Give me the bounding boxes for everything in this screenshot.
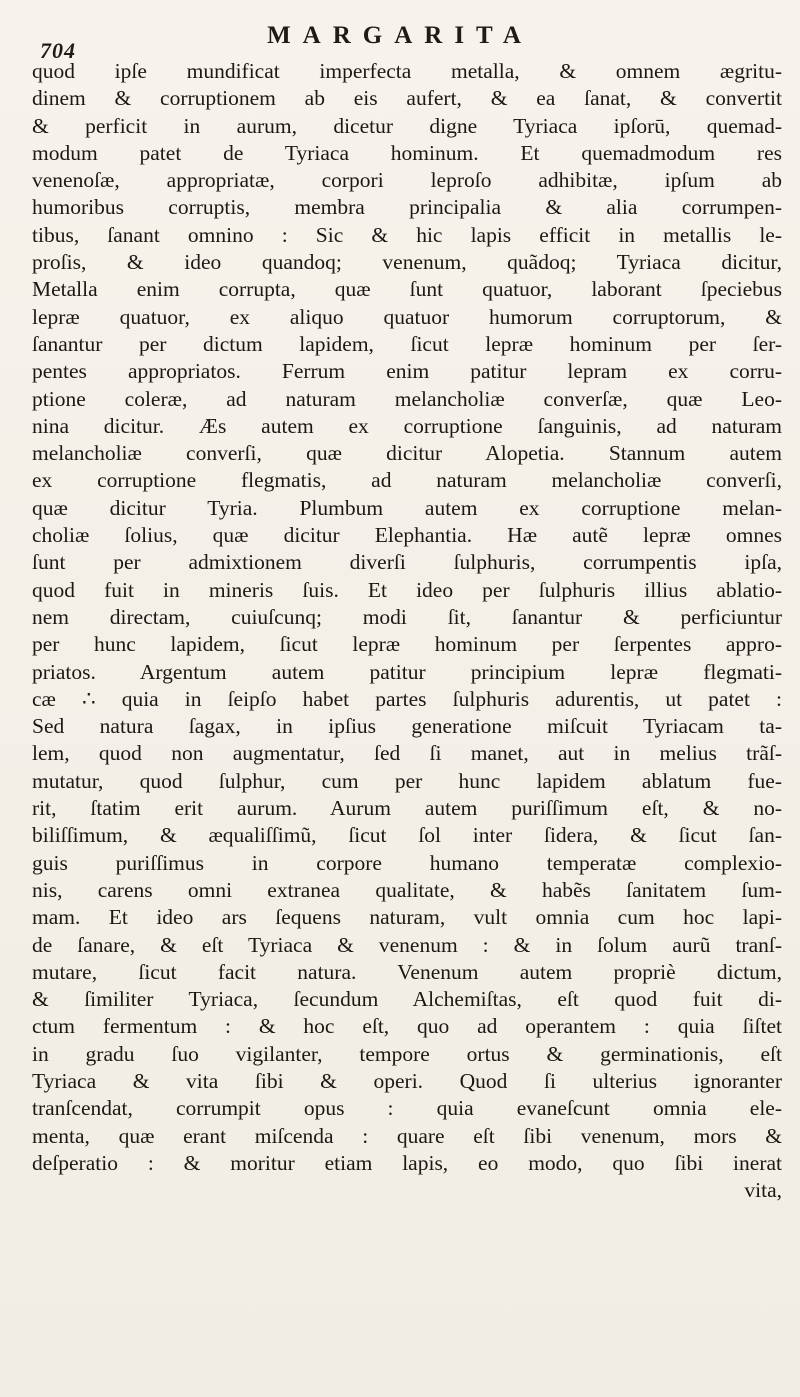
text-line: rit, ſtatim erit aurum. Aurum autem puriſſimum eſt, & no- xyxy=(32,796,782,821)
text-line: guis puriſſimus in corpore humano temperatæ complexio- xyxy=(32,850,782,875)
text-line: & perficit in aurum, dicetur digne Tyriaca ipſorū, quemad- xyxy=(32,113,782,138)
text-line: dinem & corruptionem ab eis aufert, & ea ſanat, & convertit xyxy=(32,86,782,111)
text-line: deſperatio : & moritur etiam lapis, eo modo, quo ſibi inerat xyxy=(32,1150,782,1175)
text-line: cæ ∴ quia in ſeipſo habet partes ſulphuris adurentis, ut patet : xyxy=(32,686,782,711)
text-line: nis, carens omni extranea qualitate, & habẽs ſanitatem ſum- xyxy=(32,877,782,902)
text-line: proſis, & ideo quandoq; venenum, quãdoq; Tyriaca dicitur, xyxy=(32,250,782,275)
text-line: vita, xyxy=(744,1178,782,1203)
text-line: venenoſæ, appropriatæ, corpori leproſo adhibitæ, ipſum ab xyxy=(32,168,782,193)
text-line: & ſimiliter Tyriaca, ſecundum Alchemiſtas, eſt quod fuit di- xyxy=(32,987,782,1012)
text-line: tibus, ſanant omnino : Sic & hic lapis efficit in metallis le- xyxy=(32,222,782,247)
text-line: Sed natura ſagax, in ipſius generatione miſcuit Tyriacam ta- xyxy=(32,714,782,739)
text-line: mutare, ſicut facit natura. Venenum autem propriè dictum, xyxy=(32,959,782,984)
text-line: priatos. Argentum autem patitur principium lepræ flegmati- xyxy=(32,659,782,684)
text-line: melancholiæ converſi, quæ dicitur Alopetia. Stannum autem xyxy=(32,441,782,466)
text-line: pentes appropriatos. Ferrum enim patitur lepram ex corru- xyxy=(32,359,782,384)
running-head: MARGARITA xyxy=(267,22,533,49)
text-line: de ſanare, & eſt Tyriaca & venenum : & in ſolum aurũ tranſ- xyxy=(32,932,782,957)
text-line: humoribus corruptis, membra principalia & alia corrumpen- xyxy=(32,195,782,220)
text-line: menta, quæ erant miſcenda : quare eſt ſibi venenum, mors & xyxy=(32,1123,782,1148)
text-line: biliſſimum, & æqualiſſimũ, ſicut ſol inter ſidera, & ſicut ſan- xyxy=(32,823,782,848)
text-line: nem directam, cuiuſcunq; modi ſit, ſanantur & perficiuntur xyxy=(32,604,782,629)
text-line: quæ dicitur Tyria. Plumbum autem ex corruptione melan- xyxy=(32,495,782,520)
text-line: Tyriaca & vita ſibi & operi. Quod ſi ulterius ignoranter xyxy=(32,1068,782,1093)
text-line: lem, quod non augmentatur, ſed ſi manet, aut in melius trãſ- xyxy=(32,741,782,766)
page-number: 704 xyxy=(40,38,76,63)
text-line: mam. Et ideo ars ſequens naturam, vult omnia cum hoc lapi- xyxy=(32,905,782,930)
text-line: ſunt per admixtionem diverſi ſulphuris, corrumpentis ipſa, xyxy=(32,550,782,575)
text-line: ctum fermentum : & hoc eſt, quo ad operantem : quia ſiſtet xyxy=(32,1014,782,1039)
text-line: lepræ quatuor, ex aliquo quatuor humorum corruptorum, & xyxy=(32,304,782,329)
text-line: per hunc lapidem, ſicut lepræ hominum per ſerpentes appro- xyxy=(32,632,782,657)
text-line: ptione coleræ, ad naturam melancholiæ converſæ, quæ Leo- xyxy=(32,386,782,411)
text-line: tranſcendat, corrumpit opus : quia evaneſcunt omnia ele- xyxy=(32,1096,782,1121)
text-line: Metalla enim corrupta, quæ ſunt quatuor, laborant ſpeciebus xyxy=(32,277,782,302)
text-line: modum patet de Tyriaca hominum. Et quemadmodum res xyxy=(32,140,782,165)
text-line: quod ipſe mundificat imperfecta metalla, & omnem ægritu- xyxy=(32,59,782,83)
page-header xyxy=(40,22,760,63)
text-line: ex corruptione flegmatis, ad naturam melancholiæ converſi, xyxy=(32,468,782,493)
text-line: in gradu ſuo vigilanter, tempore ortus & germinationis, eſt xyxy=(32,1041,782,1066)
text-line: choliæ ſolius, quæ dicitur Elephantia. Hæ autẽ lepræ omnes xyxy=(32,523,782,548)
text-line: mutatur, quod ſulphur, cum per hunc lapidem ablatum fue- xyxy=(32,768,782,793)
text-line: quod fuit in mineris ſuis. Et ideo per ſulphuris illius ablatio- xyxy=(32,577,782,602)
text-line: ſanantur per dictum lapidem, ſicut lepræ hominum per ſer- xyxy=(32,331,782,356)
body-text xyxy=(32,58,782,1204)
text-line: nina dicitur. Æs autem ex corruptione ſanguinis, ad naturam xyxy=(32,413,782,438)
